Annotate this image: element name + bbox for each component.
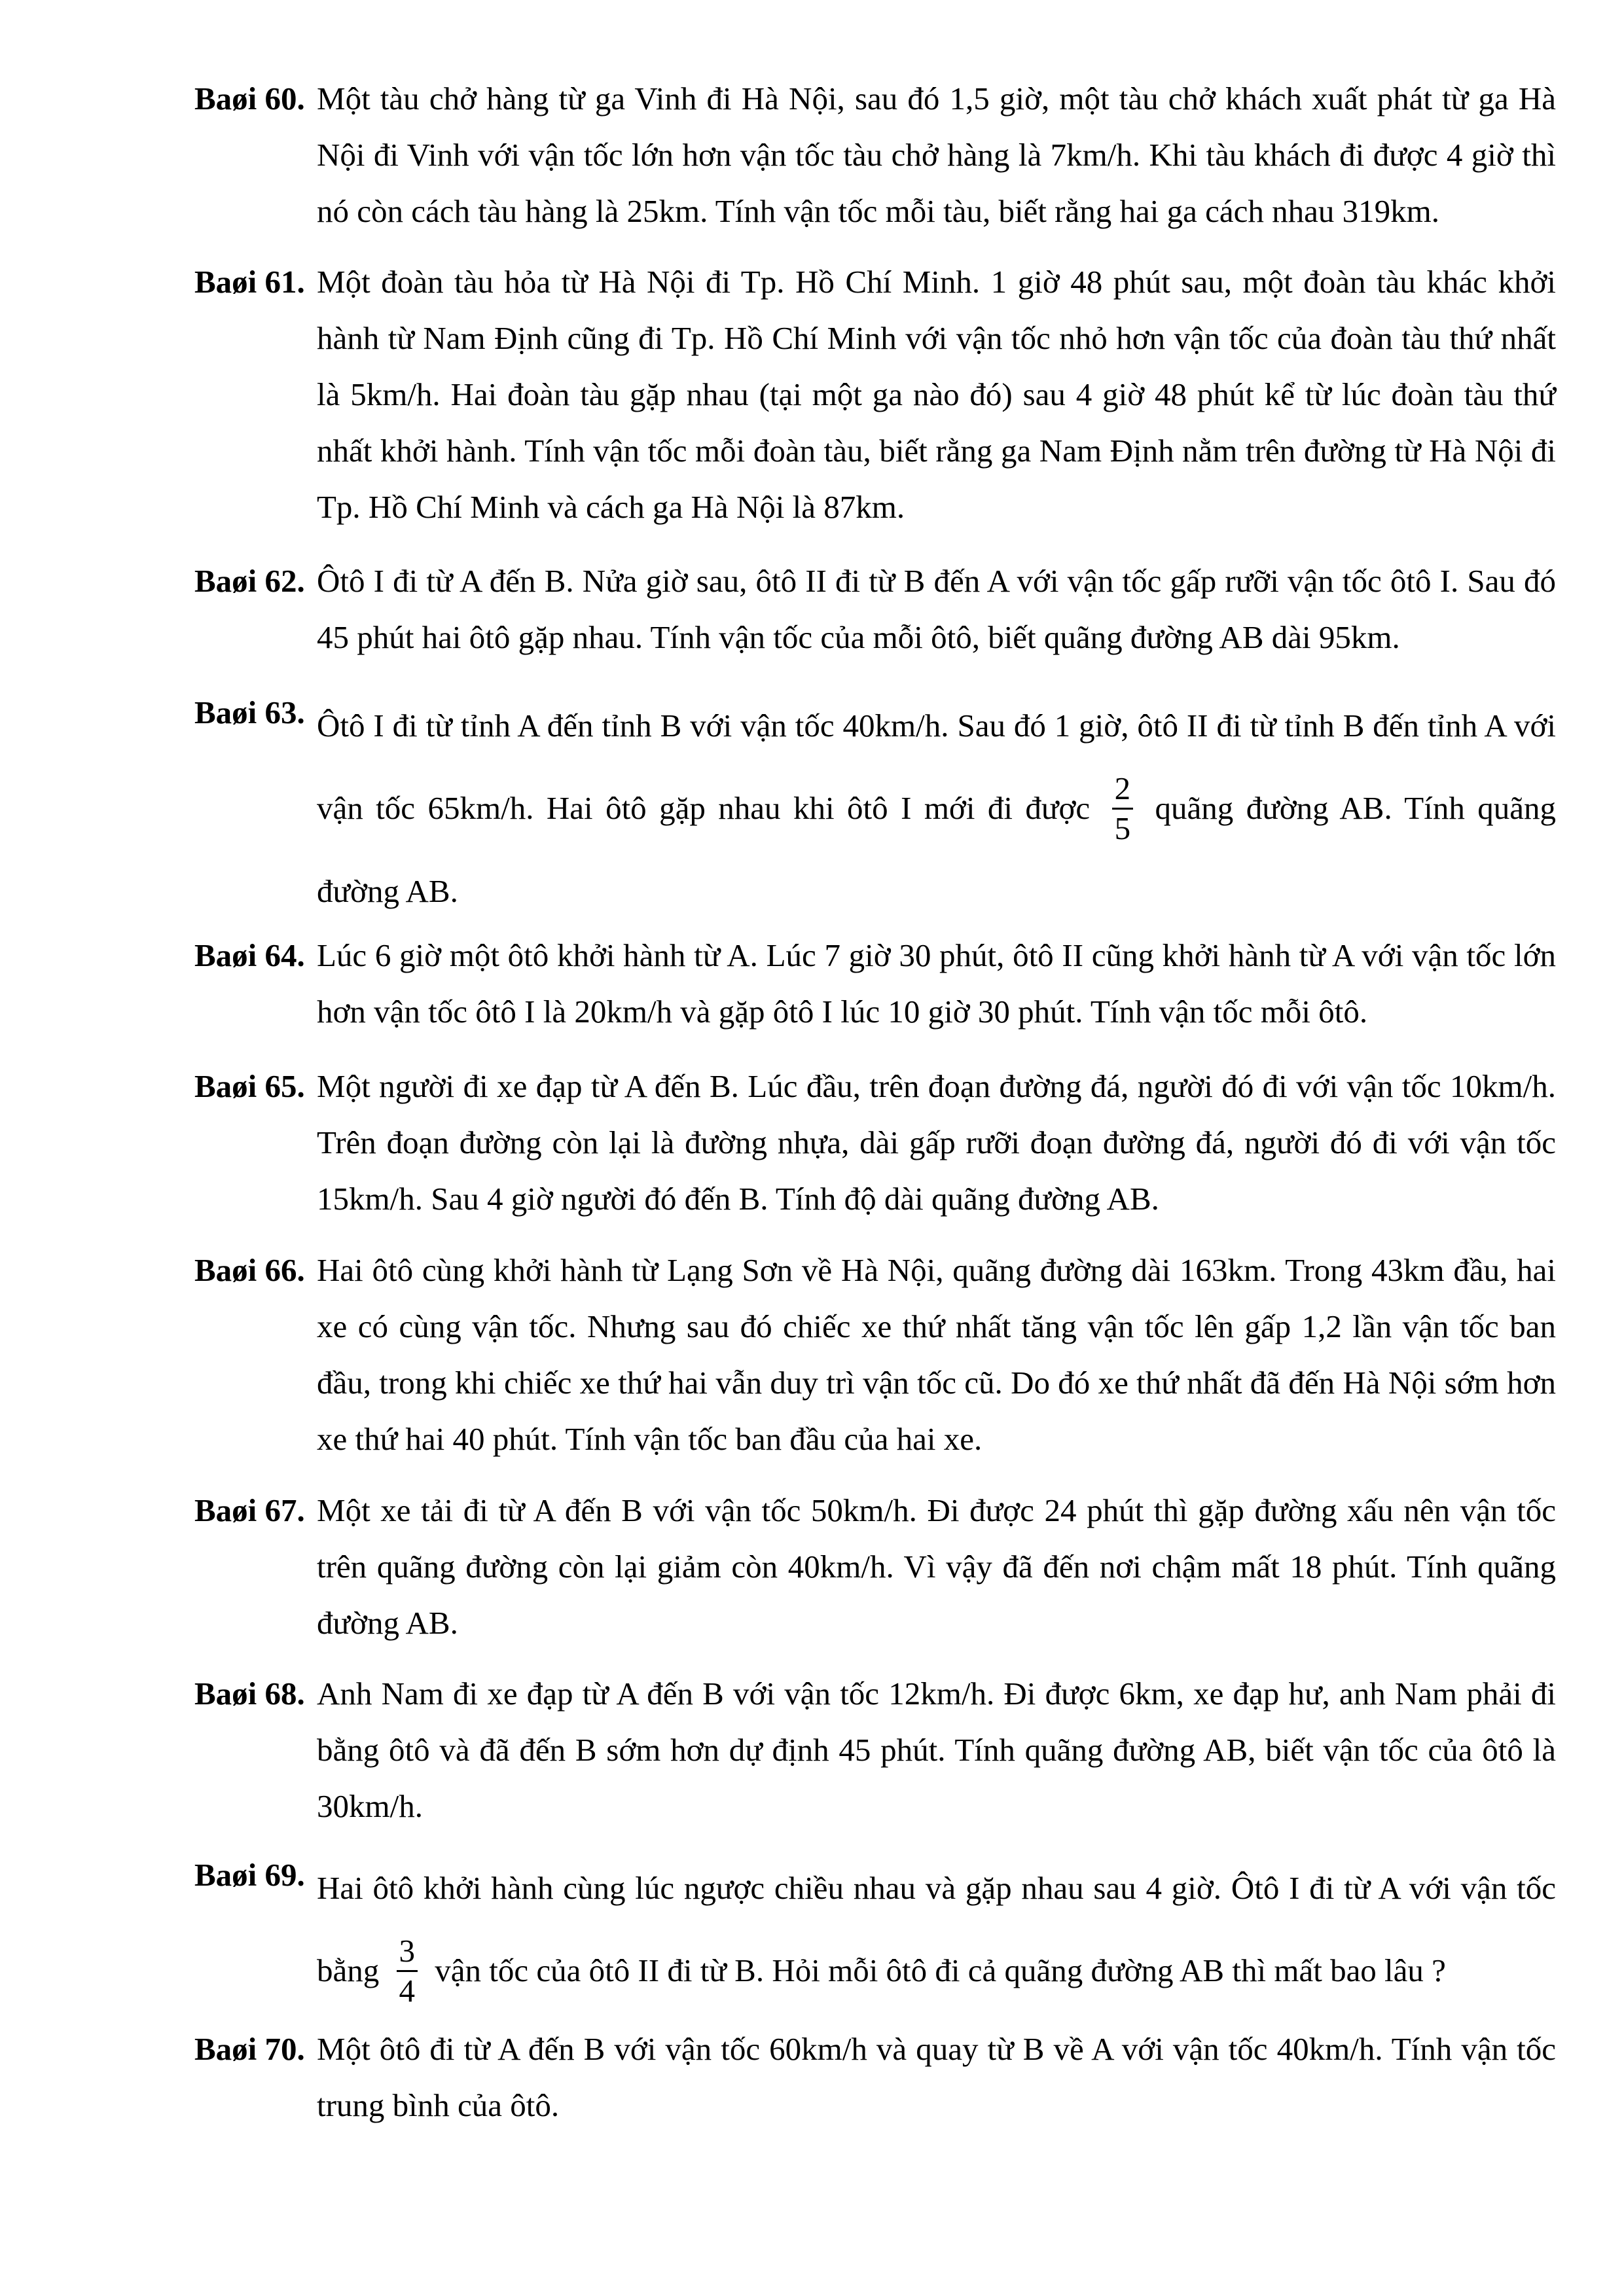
problem-label: Baøi 63. [194,694,305,730]
problem-label: Baøi 68. [194,1676,305,1712]
problem-text: Ôtô I đi từ A đến B. Nửa giờ sau, ôtô II đi từ B đến A với vận tốc gấp rưỡi vận tốc ôtô I. Sau đó 45 phút hai ôtô gặp nhau. Tính vận tốc của mỗi ôtô, biết quãng đường AB dài 95km. [317,563,1556,655]
problem-label: Baøi 60. [194,81,305,117]
problem-label: Baøi 70. [194,2031,305,2067]
problem-text [317,1847,1556,2013]
problem-68 [194,1666,1556,1835]
problem-label: Baøi 66. [194,1252,305,1288]
problem-65 [194,1058,1556,1227]
problem-label: Baøi 65. [194,1068,305,1104]
problem-label: Baøi 64. [194,937,305,973]
problem-text-before: Hai ôtô khởi hành cùng lúc ngược chiều nhau và gặp nhau sau 4 giờ. Ôtô I đi từ A với vận tốc bằng [317,1870,1556,1988]
fraction-denominator: 5 [1114,810,1131,847]
problem-text: Anh Nam đi xe đạp từ A đến B với vận tốc 12km/h. Đi được 6km, xe đạp hư, anh Nam phải đi bằng ôtô và đã đến B sớm hơn dự định 45 phút. Tính quãng đường AB, biết vận tốc của ôtô là 30km/h. [317,1676,1556,1824]
fraction [1112,770,1134,848]
problem-61 [194,254,1556,535]
problem-text: Một xe tải đi từ A đến B với vận tốc 50km/h. Đi được 24 phút thì gặp đường xấu nên vận tốc trên quãng đường còn lại giảm còn 40km/h. Vì vậy đã đến nơi chậm mất 18 phút. Tính quãng đường AB. [317,1492,1556,1641]
problem-text: Một người đi xe đạp từ A đến B. Lúc đầu, trên đoạn đường đá, người đó đi với vận tốc 10km/h. Trên đoạn đường còn lại là đường nhựa, dài gấp rưỡi đoạn đường đá, người đó đi với vận tốc 15km/h. Sau 4 giờ người đó đến B. Tính độ dài quãng đường AB. [317,1068,1556,1217]
problem-66 [194,1242,1556,1467]
problem-60 [194,71,1556,240]
problem-67 [194,1482,1556,1651]
problem-70 [194,2021,1556,2134]
problem-label: Baøi 62. [194,563,305,599]
problem-label: Baøi 69. [194,1857,305,1893]
problem-text-after: quãng đường AB. Tính quãng đường AB. [317,790,1557,910]
problem-text: Một đoàn tàu hỏa từ Hà Nội đi Tp. Hồ Chí Minh. 1 giờ 48 phút sau, một đoàn tàu khác khởi hành từ Nam Định cũng đi Tp. Hồ Chí Minh với vận tốc nhỏ hơn vận tốc của đoàn tàu thứ nhất là 5km/h. Hai đoàn tàu gặp nhau (tại một ga nào đó) sau 4 giờ 48 phút kể từ lúc đoàn tàu thứ nhất khởi hành. Tính vận tốc mỗi đoàn tàu, biết rằng ga Nam Định nằm trên đường từ Hà Nội đi Tp. Hồ Chí Minh và cách ga Hà Nội là 87km. [317,264,1556,525]
problem-text: Lúc 6 giờ một ôtô khởi hành từ A. Lúc 7 giờ 30 phút, ôtô II cũng khởi hành từ A với vận tốc lớn hơn vận tốc ôtô I là 20km/h và gặp ôtô I lúc 10 giờ 30 phút. Tính vận tốc mỗi ôtô. [317,937,1556,1030]
problem-62 [194,553,1556,666]
problem-text-before: Ôtô I đi từ tỉnh A đến tỉnh B với vận tốc 40km/h. Sau đó 1 giờ, ôtô II đi từ tỉnh B đến tỉnh A với vận tốc 65km/h. Hai ôtô gặp nhau khi ôtô I mới đi được [317,708,1556,826]
problem-69 [194,1847,1556,2013]
fraction-denominator: 4 [399,1973,415,2009]
problem-text-after: vận tốc của ôtô II đi từ B. Hỏi mỗi ôtô đi cả quãng đường AB thì mất bao lâu ? [435,1952,1446,1988]
fraction-numerator: 2 [1112,770,1134,810]
problem-label: Baøi 61. [194,264,305,300]
problem-text: Một ôtô đi từ A đến B với vận tốc 60km/h và quay từ B về A với vận tốc 40km/h. Tính vận tốc trung bình của ôtô. [317,2031,1556,2123]
problem-text [317,685,1556,933]
problem-64 [194,927,1556,1040]
fraction-numerator: 3 [397,1932,418,1972]
problem-63 [194,685,1556,933]
problem-text: Một tàu chở hàng từ ga Vinh đi Hà Nội, sau đó 1,5 giờ, một tàu chở khách xuất phát từ ga Hà Nội đi Vinh với vận tốc lớn hơn vận tốc tàu chở hàng là 7km/h. Khi tàu khách đi được 4 giờ thì nó còn cách tàu hàng là 25km. Tính vận tốc mỗi tàu, biết rằng hai ga cách nhau 319km. [317,81,1556,229]
problem-text: Hai ôtô cùng khởi hành từ Lạng Sơn về Hà Nội, quãng đường dài 163km. Trong 43km đầu, hai xe có cùng vận tốc. Nhưng sau đó chiếc xe thứ nhất tăng vận tốc lên gấp 1,2 lần vận tốc ban đầu, trong khi chiếc xe thứ hai vẫn duy trì vận tốc cũ. Do đó xe thứ nhất đã đến Hà Nội sớm hơn xe thứ hai 40 phút. Tính vận tốc ban đầu của hai xe. [317,1252,1556,1457]
fraction [397,1932,418,2010]
problem-label: Baøi 67. [194,1492,305,1528]
